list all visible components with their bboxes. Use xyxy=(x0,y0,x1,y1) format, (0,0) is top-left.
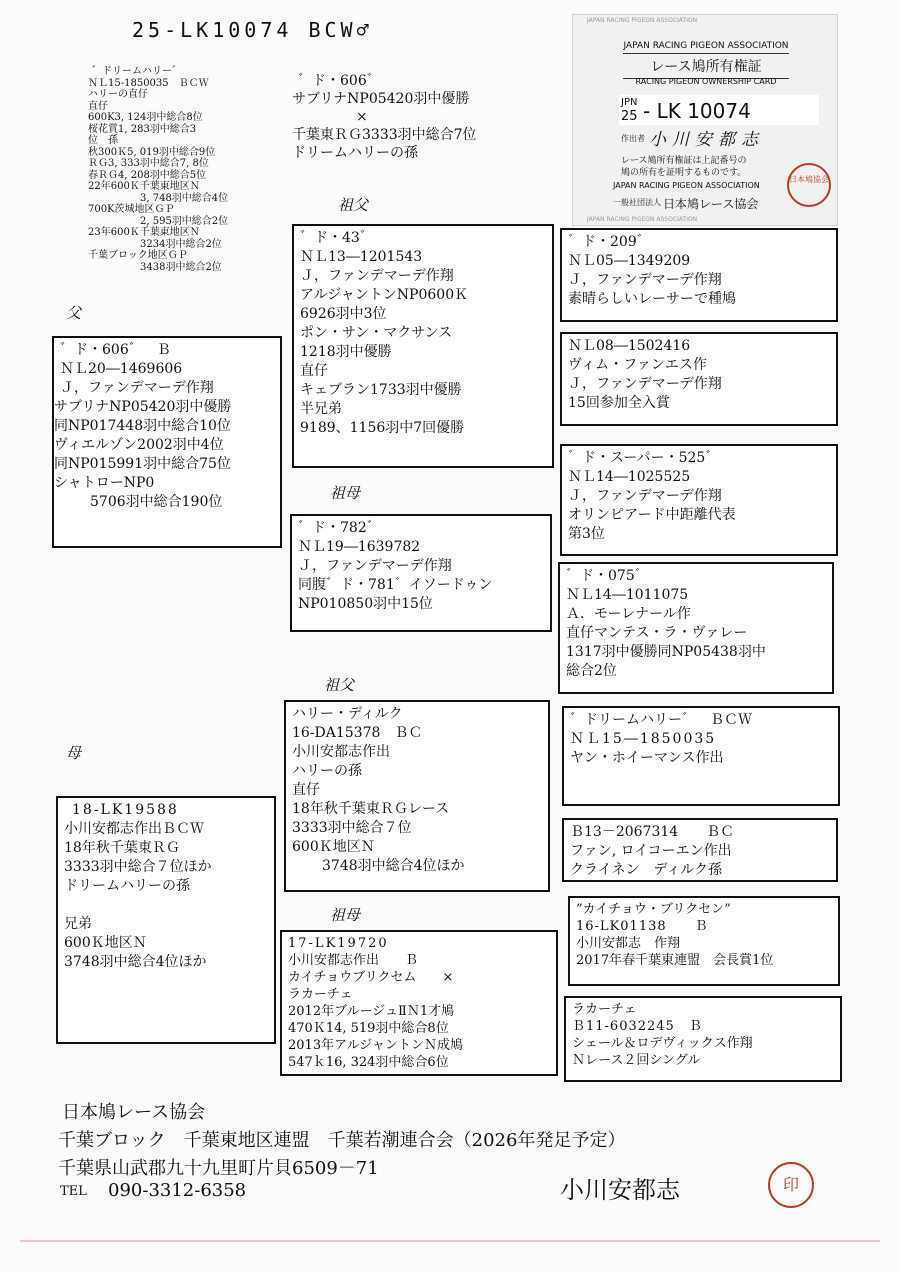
card-org-en: JAPAN RACING PIGEON ASSOCIATION xyxy=(613,181,760,190)
pairing-summary xyxy=(292,72,562,162)
ancestor-line: Ｊ，ファンデマーデ作翔 xyxy=(568,272,722,288)
dam-line: 18年秋千葉東ＲＧ xyxy=(64,840,180,856)
sire-line: シャトローNP0 xyxy=(54,475,155,491)
footer-tel-label: TEL xyxy=(60,1184,87,1199)
ancestor-name: ゛ド・075゛ xyxy=(566,568,649,584)
grandsire-ring: ＮＬ13―1201543 xyxy=(300,249,423,265)
sire-line: ヴィエルゾン2002羽中4位 xyxy=(54,437,224,453)
label-granddam-maternal: 祖母 xyxy=(330,906,361,924)
ancestor-line: ヴィム・ファンエス作 xyxy=(568,357,707,373)
card-seal xyxy=(787,163,831,207)
ancestor-ring: ＮＬ08―1502416 xyxy=(568,338,691,354)
note-line: 位 孫 xyxy=(88,135,118,146)
ancestor-line: 2017年春千葉東連盟 会長賞1位 xyxy=(576,953,774,968)
ancestor-name: ゛ド・209゛ xyxy=(568,234,651,250)
pgs-dam-box xyxy=(560,332,838,426)
ancestor-name: ラカーチェ xyxy=(572,1002,637,1017)
ancestor-line: オリンピアード中距離代表 xyxy=(568,507,736,523)
ownership-card xyxy=(572,14,838,226)
note-line: ＲＧ3, 333羽中総合7, 8位 xyxy=(88,158,209,169)
ancestor-line: 1317羽中優勝同NP05438羽中 xyxy=(566,644,766,660)
paternal-granddam-box xyxy=(290,514,552,632)
mgs-dam-box xyxy=(562,818,838,882)
sire-line: 同NP017448羽中総合10位 xyxy=(54,418,231,434)
note-line: ハリーの直仔 xyxy=(88,89,148,100)
card-seal-text: 日本鳩協会 xyxy=(789,175,829,184)
grandsire-line: アルジャントンNP0600Ｋ xyxy=(300,287,469,303)
granddam-line: カイチョウブリクセム × xyxy=(288,970,454,985)
dam-box xyxy=(56,796,276,1044)
ancestor-ring: 16-LK01138 Ｂ xyxy=(576,919,709,934)
card-owner-signature: 小川安都志 xyxy=(649,130,764,150)
ancestor-ring: Ｂ11-6032245 Ｂ xyxy=(572,1019,703,1034)
ancestor-ring: ＮＬ14―1025525 xyxy=(568,469,691,485)
footer-association: 日本鳩レース協会 xyxy=(62,1102,206,1123)
ancestor-line: Ｊ，ファンデマーデ作翔 xyxy=(568,376,722,392)
granddam-name: ゛ド・782゛ xyxy=(298,520,381,536)
breeder-name: 小川安都志 xyxy=(560,1176,680,1204)
father-notes xyxy=(88,66,278,273)
note-line: 23年600Ｋ千葉東地区Ｎ xyxy=(88,227,200,238)
ancestor-ring: ＮＬ15―1850035 xyxy=(570,731,717,747)
card-note: 鳩の所有を証明するものです。 xyxy=(621,168,747,178)
sire-line: 5706羽中総合190位 xyxy=(90,494,223,510)
granddam-line: 547ｋ16, 324羽中総合6位 xyxy=(288,1055,449,1070)
note-line: 3438羽中総合2位 xyxy=(140,261,222,273)
card-owner-label: 作出者 xyxy=(621,134,645,143)
granddam-line: 470Ｋ14, 519羽中総合8位 xyxy=(288,1021,449,1036)
granddam-line: 同腹゛ド・781゛イソードゥン xyxy=(298,577,493,593)
label-grandsire-maternal: 祖父 xyxy=(324,676,355,694)
card-ring-number: - LK 10074 xyxy=(643,99,751,123)
summary-line: 千葉東ＲＧ3333羽中総合7位 xyxy=(292,127,477,143)
note-line: 22年600Ｋ千葉東地区Ｎ xyxy=(88,181,200,192)
grandsire-line: 6926羽中3位 xyxy=(300,306,387,322)
label-dam: 母 xyxy=(66,744,82,762)
note-line: 千葉ブロック地区ＧＰ xyxy=(88,250,188,261)
ancestor-line: ヤン・ホイーマンス作出 xyxy=(570,750,724,766)
grandsire-line: 1218羽中優勝 xyxy=(300,344,392,360)
summary-line: サブリナNP05420羽中優勝 xyxy=(292,91,470,107)
granddam-line: 2012年ブルージュⅡＮ1才鳩 xyxy=(288,1004,455,1019)
ancestor-line: ファン, ロイコーエン作出 xyxy=(570,843,732,859)
grandsire-line: 600Ｋ地区Ｎ xyxy=(292,839,375,855)
ancestor-line: 15回参加全入賞 xyxy=(568,395,670,411)
dam-line: 3333羽中総合７位ほか xyxy=(64,859,212,875)
label-grandsire: 祖父 xyxy=(338,196,369,214)
bottom-rule xyxy=(20,1240,880,1242)
grandsire-line: 18年秋千葉東ＲＧレース xyxy=(292,801,450,817)
ancestor-line: 小川安都志 作翔 xyxy=(576,936,681,951)
pgd-dam-box xyxy=(558,562,834,694)
granddam-line: Ｊ，ファンデマーデ作翔 xyxy=(298,558,452,574)
granddam-ring: 17-LK19720 xyxy=(288,936,389,951)
sire-line: Ｊ，ファンデマーデ作翔 xyxy=(60,380,214,396)
dam-line: 600Ｋ地区Ｎ xyxy=(64,935,147,951)
summary-line: × xyxy=(356,109,368,125)
label-sire: 父 xyxy=(66,304,82,322)
dam-ring: 18-LK19588 xyxy=(72,802,179,818)
note-line: ゛ドリームハリー゛ xyxy=(92,66,182,77)
ancestor-line: Ｎレース２回シングル xyxy=(572,1053,701,1068)
pgs-sire-box xyxy=(560,228,838,322)
note-line: 秋300Ｋ5, 019羽中総合9位 xyxy=(88,146,216,158)
grandsire-name: ゛ド・43゛ xyxy=(300,230,374,246)
ancestor-ring: ＮＬ05―1349209 xyxy=(568,253,691,269)
card-year: 25 xyxy=(621,109,638,124)
maternal-grandsire-box xyxy=(284,700,550,892)
granddam-line: 2013年アルジャントンＮ成鳩 xyxy=(288,1038,463,1053)
summary-line: ドリームハリーの孫 xyxy=(292,145,418,161)
ancestor-line: 直仔マンテス・ラ・ヴァレー xyxy=(566,625,748,641)
dam-line: 3748羽中総合4位ほか xyxy=(64,954,207,970)
grandsire-line: 3748羽中総合4位ほか xyxy=(322,858,465,874)
granddam-line: ラカーチェ xyxy=(288,987,353,1002)
paternal-grandsire-box xyxy=(292,224,554,468)
footer-address: 千葉県山武郡九十九里町片貝6509－71 xyxy=(58,1158,379,1179)
ancestor-line: 素晴らしいレーサーで種鳩 xyxy=(568,291,736,307)
card-org-small: 一般社団法人 xyxy=(613,198,661,207)
note-line: 直仔 xyxy=(88,100,108,112)
ancestor-name: ”カイチョウ・ブリクセン” xyxy=(576,902,731,917)
sire-ring: ＮＬ20―1469606 xyxy=(60,361,183,377)
note-line: 600K3, 124羽中総合8位 xyxy=(88,112,203,123)
dam-line: 兄弟 xyxy=(64,916,92,932)
note-line: 700K茨城地区ＧＰ xyxy=(88,204,175,215)
card-border-text: JAPAN RACING PIGEON ASSOCIATION xyxy=(587,216,698,223)
grandsire-line: 直仔 xyxy=(292,782,320,798)
note-line: 3, 748羽中総合4位 xyxy=(140,192,229,204)
label-granddam: 祖母 xyxy=(330,484,361,502)
ancestor-line: Ｊ，ファンデマーデ作翔 xyxy=(568,488,722,504)
ancestor-name: ゛ド・スーパー・525゛ xyxy=(568,450,720,466)
granddam-line: 小川安都志作出 Ｂ xyxy=(288,953,419,968)
ancestor-line: シェール＆ロデヴィックス作翔 xyxy=(572,1036,753,1051)
grandsire-line: ハリーの孫 xyxy=(292,763,362,779)
card-title-en: RACING PIGEON OWNERSHIP CARD xyxy=(635,77,777,86)
note-line: ＮＬ15-1850035 ＢＣＷ xyxy=(88,77,209,89)
ancestor-line: クライネン ディルク孫 xyxy=(570,862,723,878)
mgd-dam-box xyxy=(564,996,842,1082)
sire-line: サブリナNP05420羽中優勝 xyxy=(54,399,232,415)
ancestor-ring: ＮＬ14―1011075 xyxy=(566,587,689,603)
footer-tel: 090-3312-6358 xyxy=(108,1180,247,1201)
granddam-ring: ＮＬ19―1639782 xyxy=(298,539,421,555)
card-title-jp: レース鳩所有権証 xyxy=(623,53,789,79)
maternal-granddam-box xyxy=(280,930,558,1076)
ancestor-name: ゛ドリームハリー゛ ＢＣＷ xyxy=(570,712,752,728)
mgs-sire-box xyxy=(562,706,840,806)
dam-line: 小川安都志作出ＢＣＷ xyxy=(64,821,204,837)
grandsire-line: 直仔 xyxy=(300,363,328,379)
pgd-sire-box xyxy=(560,444,838,556)
grandsire-line: Ｊ，ファンデマーデ作翔 xyxy=(300,268,454,284)
grandsire-line: キェブラン1733羽中優勝 xyxy=(300,382,462,398)
card-org-top: JAPAN RACING PIGEON ASSOCIATION xyxy=(623,41,789,51)
grandsire-line: ポン・サン・マクサンス xyxy=(300,325,453,341)
dam-line xyxy=(64,896,268,915)
grandsire-name: ハリー・ディルク xyxy=(292,706,403,722)
note-line: 春ＲＧ4, 208羽中総合5位 xyxy=(88,169,207,181)
grandsire-line: 小川安都志作出 xyxy=(292,744,390,760)
grandsire-line: 9189、1156羽中7回優勝 xyxy=(300,420,465,436)
sire-line: 同NP015991羽中総合75位 xyxy=(54,456,231,472)
ancestor-line: 総合2位 xyxy=(566,663,617,679)
footer-federations: 千葉ブロック 千葉東地区連盟 千葉若潮連合会（2026年発足予定） xyxy=(58,1130,626,1151)
grandsire-line: 3333羽中総合７位 xyxy=(292,820,412,836)
card-ring-panel xyxy=(619,95,819,125)
note-line: 2, 595羽中総合2位 xyxy=(140,215,229,227)
grandsire-ring: 16-DA15378 ＢＣ xyxy=(292,725,423,741)
ancestor-line: 第3位 xyxy=(568,526,605,542)
note-line: 3234羽中総合2位 xyxy=(140,238,222,250)
card-jpn: JPN xyxy=(621,97,638,108)
ancestor-ring: Ｂ13－2067314 ＢＣ xyxy=(570,824,735,840)
breeder-seal-text: 印 xyxy=(782,1175,799,1194)
pedigree-title: 25-LK10074 BCW♂ xyxy=(132,18,373,42)
summary-line: ゛ド・606゛ xyxy=(298,73,381,89)
dam-line: ドリームハリーの孫 xyxy=(64,878,190,894)
card-note: レース鳩所有権証は上記番号の xyxy=(621,156,747,166)
breeder-seal xyxy=(768,1162,814,1208)
sire-name: ゛ド・606゛ Ｂ xyxy=(60,342,171,358)
granddam-line: NP010850羽中15位 xyxy=(298,596,433,612)
grandsire-line: 半兄弟 xyxy=(300,401,342,417)
mgd-sire-box xyxy=(568,896,840,986)
card-org-jp: 日本鳩レース協会 xyxy=(663,197,759,211)
ancestor-line: Ａ．モーレナール作 xyxy=(566,606,691,622)
sire-box xyxy=(52,336,282,548)
note-line: 桜花賞1, 283羽中総合3 xyxy=(88,123,197,135)
card-border-text: JAPAN RACING PIGEON ASSOCIATION xyxy=(587,17,698,24)
